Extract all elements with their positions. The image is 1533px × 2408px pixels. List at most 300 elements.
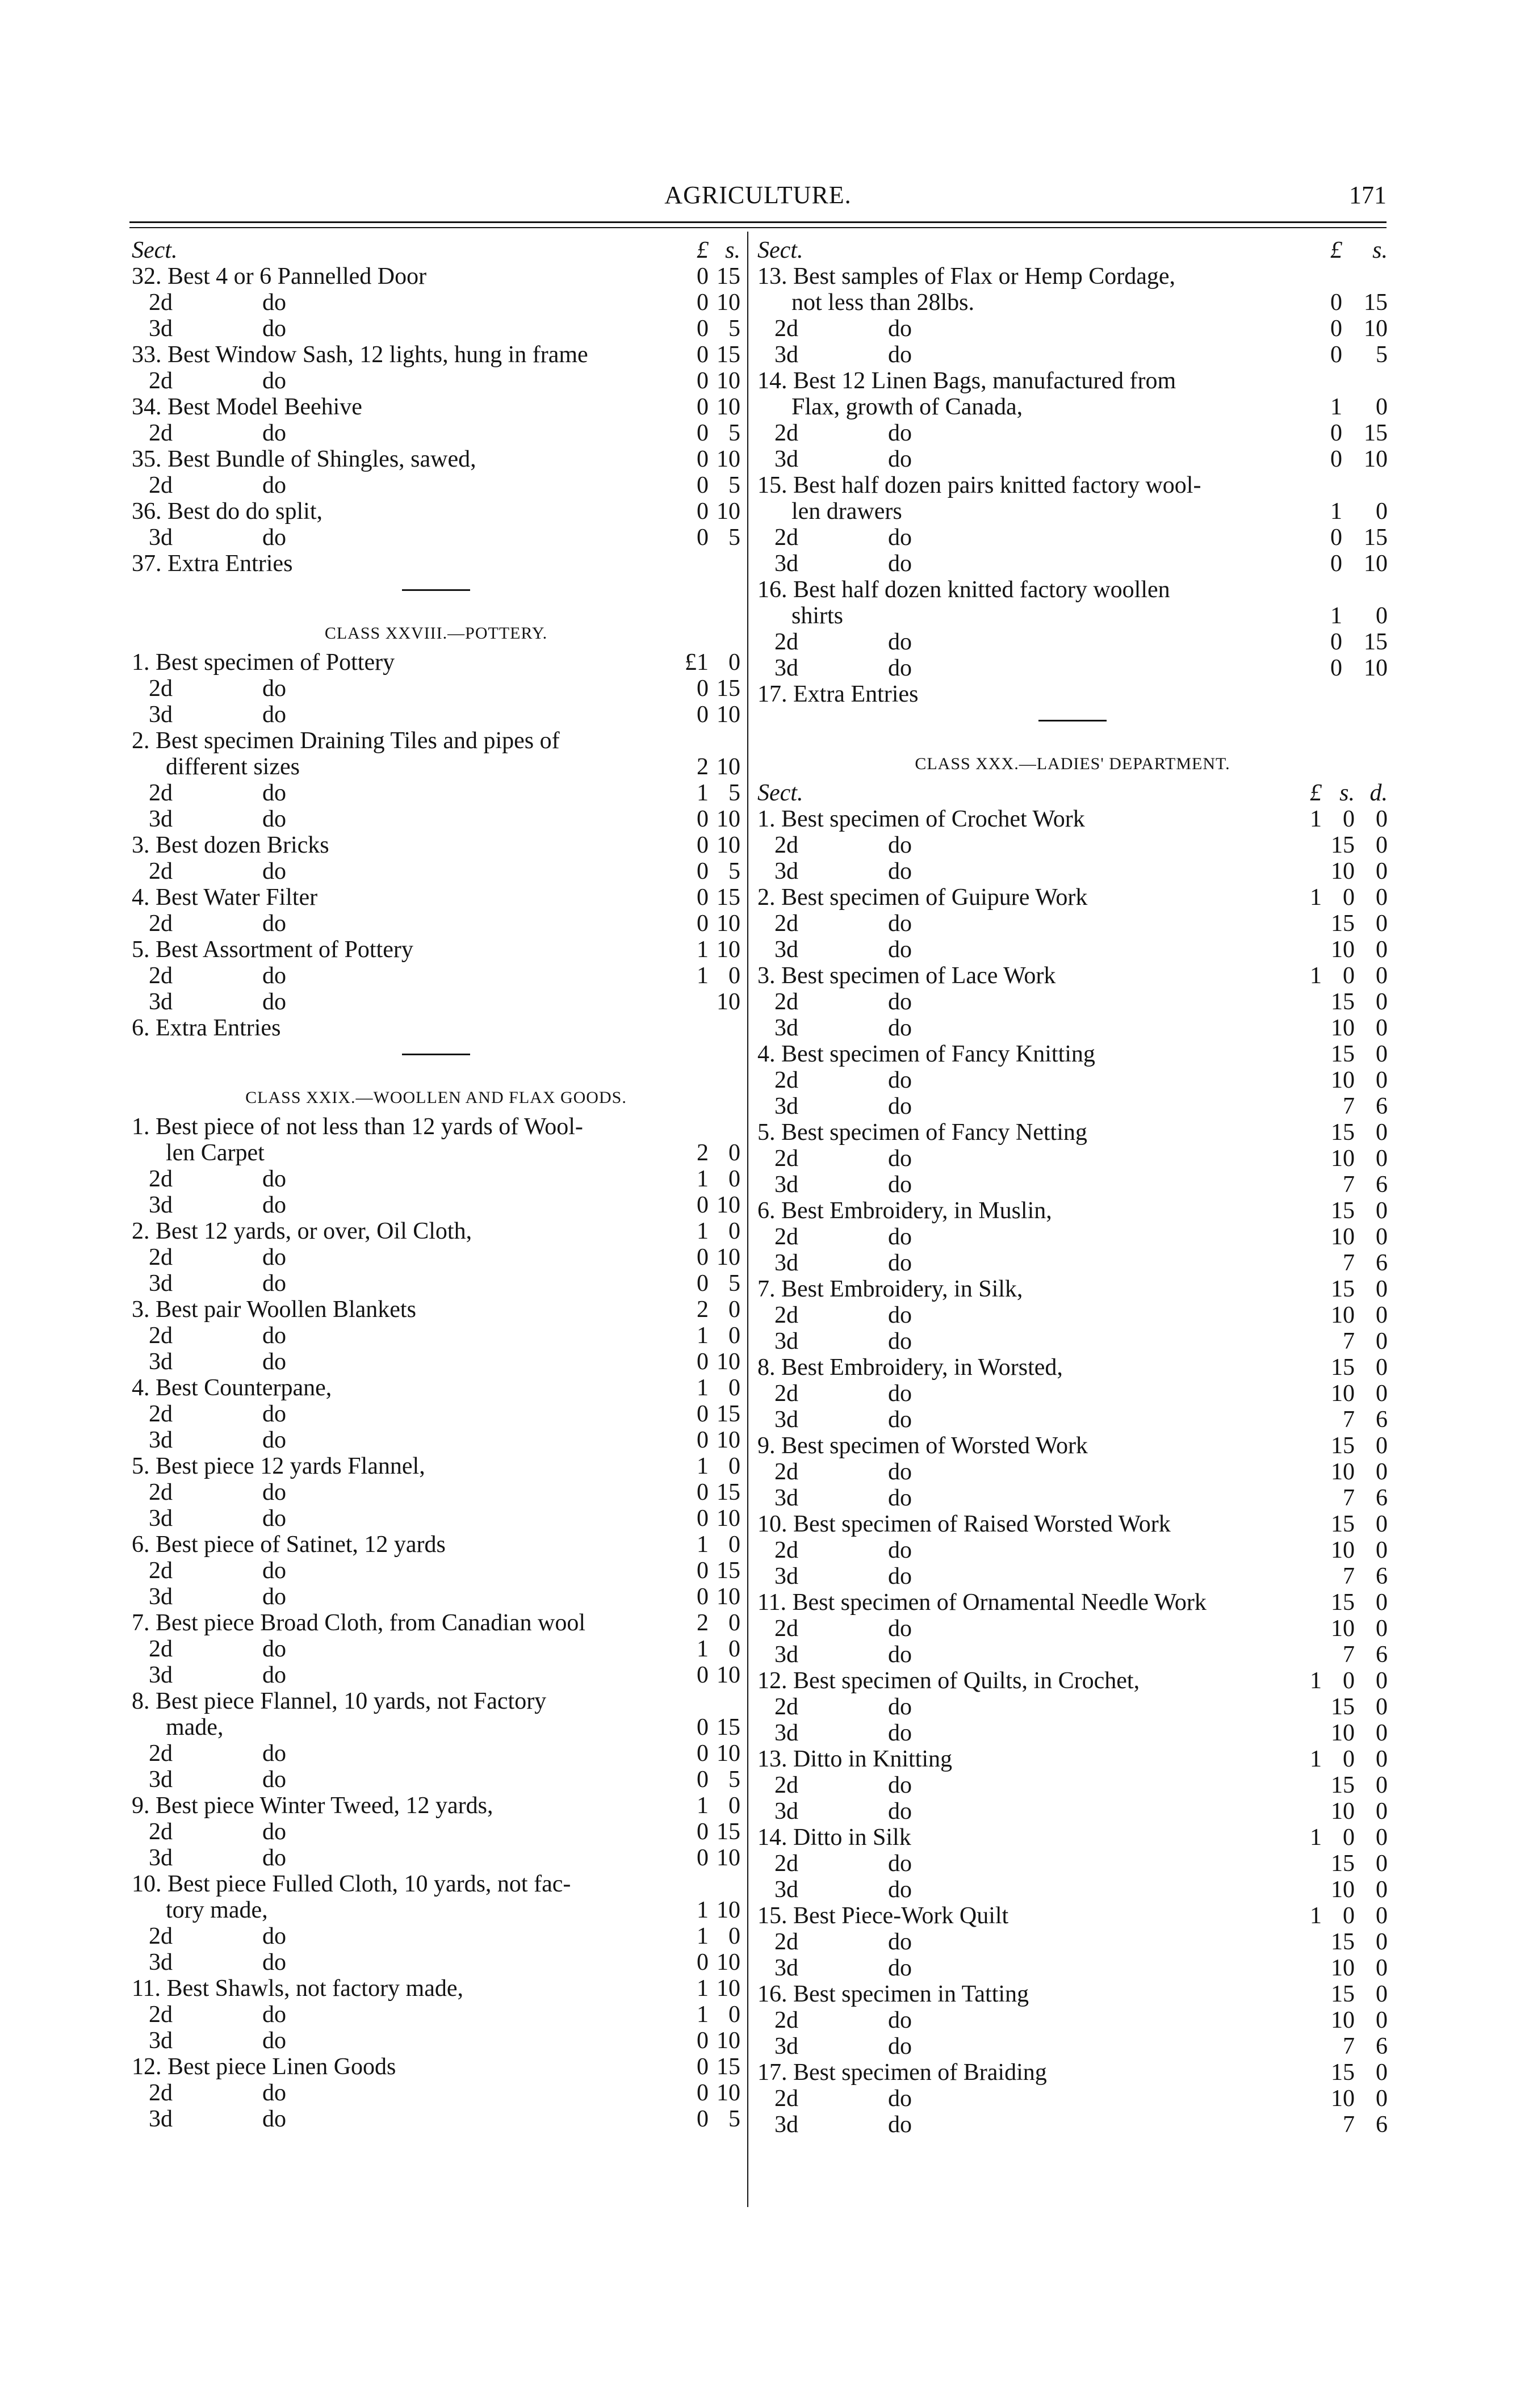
pence-value: 0 [1376, 1381, 1388, 1407]
shillings-value: 7 [1343, 1642, 1355, 1668]
pounds-value [1289, 1563, 1322, 1589]
pence-value: 0 [1376, 1668, 1388, 1694]
shillings-value: 10 [717, 911, 740, 937]
entry-text: 3d [149, 1845, 173, 1871]
entry-text: 10. Best specimen of Raised Worsted Work [757, 1511, 1171, 1537]
prize-entry [132, 832, 740, 858]
pounds-value: 0 [697, 1949, 709, 1975]
pounds-value: 0 [697, 858, 709, 884]
pounds-value: 2 [697, 1140, 709, 1166]
ditto-mark: do [888, 1381, 912, 1407]
pounds-value: 1 [697, 780, 709, 806]
pounds-value: 0 [697, 1845, 709, 1871]
prize-amount [1289, 858, 1388, 884]
entry-text: 3d [774, 446, 798, 472]
pounds-value [1289, 1381, 1322, 1407]
prize-amount [677, 1975, 740, 2002]
entry-text: 2d [149, 1323, 173, 1349]
ditto-mark: do [888, 1851, 912, 1877]
shillings-value: 15 [1331, 911, 1355, 937]
prize-entry [757, 1824, 1388, 1851]
entry-text: 2d [774, 1459, 798, 1485]
sect-label: Sect. [757, 780, 803, 806]
pounds-value: 1 [1330, 498, 1342, 525]
entry-text: 34. Best Model Beehive [132, 394, 362, 420]
ditto-mark: do [262, 1636, 286, 1662]
pounds-value [1289, 1537, 1322, 1563]
shillings-value: 15 [1331, 1929, 1355, 1955]
pounds-value: 0 [697, 2028, 709, 2054]
entry-text: 17. Extra Entries [757, 681, 919, 707]
entry-text: 3d [149, 806, 173, 832]
prize-entry [757, 963, 1388, 989]
pounds-value [1289, 2059, 1322, 2086]
prize-entry [132, 1114, 740, 1140]
entry-text: 2d [774, 316, 798, 342]
entry-text: 14. Best 12 Linen Bags, manufactured from [757, 368, 1176, 394]
ditto-mark: do [262, 316, 286, 342]
prize-amount [1297, 603, 1388, 629]
prize-subrow [132, 525, 740, 551]
currency-heads [1289, 780, 1388, 806]
pounds-value: 0 [697, 676, 709, 702]
shillings-value: 15 [1331, 1041, 1355, 1067]
ditto-mark: do [262, 1845, 286, 1871]
shillings-value: 7 [1343, 1093, 1355, 1119]
prize-entry [132, 263, 740, 290]
pounds-value: 0 [697, 290, 709, 316]
prize-amount [1297, 629, 1388, 655]
prize-subrow [132, 676, 740, 702]
entry-text: 8. Best Embroidery, in Worsted, [757, 1354, 1063, 1381]
prize-subrow [132, 1479, 740, 1505]
shillings-value: 0 [728, 1218, 740, 1244]
shillings-value: 15 [717, 263, 740, 290]
entry-text: 5. Best piece 12 yards Flannel, [132, 1453, 425, 1479]
shillings-value: 10 [1331, 2086, 1355, 2112]
pounds-value [1289, 1694, 1322, 1720]
prize-subrow [757, 2086, 1388, 2112]
pounds-value: 1 [697, 1453, 709, 1479]
entry-text: made, [166, 1714, 224, 1740]
pounds-value: 0 [697, 911, 709, 937]
entry-text: 16. Best specimen in Tatting [757, 1981, 1029, 2007]
pounds-value [1289, 1642, 1322, 1668]
entry-text: 2d [774, 2007, 798, 2033]
prize-subrow [132, 1166, 740, 1192]
pounds-value: 0 [697, 1270, 709, 1297]
pounds-value: 1 [697, 1375, 709, 1401]
pounds-value [1289, 1015, 1322, 1041]
prize-amount [1289, 2059, 1388, 2086]
entry-text: 3d [149, 525, 173, 551]
prize-amount [677, 2054, 740, 2080]
pounds-value [1289, 1772, 1322, 1798]
pounds-value [1289, 1616, 1322, 1642]
pounds-value: 0 [697, 394, 709, 420]
class-heading-woollen-flax: CLASS XXIX.—WOOLLEN AND FLAX GOODS. [245, 1088, 627, 1107]
prize-amount [1289, 2007, 1388, 2033]
prize-amount [677, 1532, 740, 1558]
entry-text: 13. Ditto in Knitting [757, 1746, 953, 1772]
prize-subrow [132, 1662, 740, 1688]
shillings-value: 10 [1331, 1224, 1355, 1250]
prize-subrow [132, 1401, 740, 1427]
entry-text: 14. Ditto in Silk [757, 1824, 911, 1851]
prize-amount [1289, 1955, 1388, 1981]
pounds-value [1289, 832, 1322, 858]
ditto-mark: do [262, 1349, 286, 1375]
entry-text: 2d [774, 911, 798, 937]
pence-value: 0 [1376, 963, 1388, 989]
ditto-mark: do [262, 1767, 286, 1793]
pounds-value: 2 [697, 1297, 709, 1323]
prize-amount [677, 780, 740, 806]
ditto-mark: do [888, 1798, 912, 1824]
prize-amount [677, 1323, 740, 1349]
entry-text: 7. Best Embroidery, in Silk, [757, 1276, 1023, 1302]
shillings-value: 10 [717, 446, 740, 472]
entry-text: 3d [149, 1949, 173, 1975]
prize-amount [677, 2080, 740, 2106]
prize-amount [677, 1793, 740, 1819]
prize-entry [757, 2059, 1388, 2086]
pounds-value [1289, 1354, 1322, 1381]
shillings-value: 15 [1331, 1433, 1355, 1459]
entry-text: 3d [149, 1270, 173, 1297]
shillings-value: 10 [717, 1427, 740, 1453]
pounds-value: 0 [697, 1505, 709, 1532]
entry-text: 2d [774, 2086, 798, 2112]
ditto-mark: do [888, 1146, 912, 1172]
currency-heads [1297, 237, 1388, 263]
prize-amount [1289, 1302, 1388, 1328]
shillings-value: 5 [1376, 342, 1388, 368]
prize-amount [677, 649, 740, 676]
prize-subrow [132, 2002, 740, 2028]
shillings-value: 0 [728, 1532, 740, 1558]
pounds-value [1289, 2033, 1322, 2059]
pence-value: 0 [1376, 911, 1388, 937]
pounds-value: 1 [1310, 963, 1322, 989]
pounds-value [1289, 1798, 1322, 1824]
prize-entry [132, 1532, 740, 1558]
prize-subrow [132, 1192, 740, 1218]
ditto-mark: do [262, 368, 286, 394]
class-heading-ladies-department: CLASS XXX.—LADIES' DEPARTMENT. [915, 754, 1230, 773]
entry-text: 2d [774, 989, 798, 1015]
shillings-value: 5 [728, 316, 740, 342]
shillings-value: 0 [728, 1323, 740, 1349]
pence-value: 0 [1376, 937, 1388, 963]
pounds-value [1289, 1198, 1322, 1224]
ditto-mark: do [888, 2086, 912, 2112]
shillings-value: 10 [717, 1740, 740, 1767]
shillings-value: 0 [728, 1636, 740, 1662]
ditto-mark: do [888, 1224, 912, 1250]
ditto-mark: do [262, 2080, 286, 2106]
prize-amount [677, 1218, 740, 1244]
shillings-value: 0 [1376, 498, 1388, 525]
ditto-mark: do [262, 1192, 286, 1218]
entry-text: 1. Best piece of not less than 12 yards of Wool- [132, 1114, 583, 1140]
prize-subrow [132, 1323, 740, 1349]
entry-text: 2. Best specimen Draining Tiles and pipes of [132, 728, 560, 754]
pence-value: 0 [1376, 832, 1388, 858]
ditto-mark: do [262, 806, 286, 832]
pounds-value: 0 [697, 884, 709, 911]
ditto-mark: do [888, 2033, 912, 2059]
entry-text: 3d [774, 1877, 798, 1903]
pence-value: 0 [1376, 1015, 1388, 1041]
prize-amount [677, 1140, 740, 1166]
prize-subrow [757, 316, 1388, 342]
prize-amount [677, 754, 740, 780]
shillings-value: 5 [728, 1767, 740, 1793]
pounds-value [1289, 937, 1322, 963]
prize-subrow [757, 342, 1388, 368]
shillings-value: 15 [1364, 525, 1388, 551]
entry-text: 2d [149, 1819, 173, 1845]
shillings-value: 10 [717, 1244, 740, 1270]
entry-text: 2d [149, 858, 173, 884]
prize-amount [1289, 1224, 1388, 1250]
prize-subrow [757, 1720, 1388, 1746]
prize-subrow [757, 1694, 1388, 1720]
prize-amount [1289, 1589, 1388, 1616]
shillings-value: 15 [1331, 1851, 1355, 1877]
pounds-value: 0 [697, 2080, 709, 2106]
prize-subrow [757, 1328, 1388, 1354]
shillings-value: 0 [728, 2002, 740, 2028]
pence-value: 0 [1376, 2086, 1388, 2112]
pounds-value: 0 [1330, 420, 1342, 446]
prize-entry [132, 394, 740, 420]
entry-text: 8. Best piece Flannel, 10 yards, not Factory [132, 1688, 547, 1714]
prize-subrow [757, 1616, 1388, 1642]
prize-amount [677, 316, 740, 342]
entry-text: 2. Best specimen of Guipure Work [757, 884, 1088, 911]
prize-amount [677, 858, 740, 884]
entry-text: 2d [149, 1479, 173, 1505]
prize-amount [677, 1349, 740, 1375]
entry-text: not less than 28lbs. [791, 290, 974, 316]
prize-subrow [757, 1955, 1388, 1981]
prize-amount [677, 2002, 740, 2028]
entry-text: 3d [149, 1349, 173, 1375]
pounds-value [1289, 1093, 1322, 1119]
shillings-value: 10 [717, 2080, 740, 2106]
shillings-value: 15 [1331, 832, 1355, 858]
entry-text: 2d [774, 1067, 798, 1093]
ditto-mark: do [888, 989, 912, 1015]
pounds-value: 2 [697, 754, 709, 780]
ditto-mark: do [262, 1949, 286, 1975]
entry-text: 5. Best Assortment of Pottery [132, 937, 413, 963]
prize-subrow [757, 1250, 1388, 1276]
entry-text: 3. Best specimen of Lace Work [757, 963, 1056, 989]
pence-value: 0 [1376, 2007, 1388, 2033]
prize-amount [1289, 1824, 1388, 1851]
entry-text: 6. Best Embroidery, in Muslin, [757, 1198, 1052, 1224]
prize-amount [677, 989, 740, 1015]
ditto-mark: do [262, 963, 286, 989]
shillings-value: 10 [1364, 655, 1388, 681]
ditto-mark: do [262, 858, 286, 884]
entry-text: Flax, growth of Canada, [791, 394, 1023, 420]
prize-subrow [132, 1505, 740, 1532]
ditto-mark: do [262, 1923, 286, 1949]
pence-value: 0 [1376, 2059, 1388, 2086]
ditto-mark: do [888, 1459, 912, 1485]
shillings-value: 10 [717, 1584, 740, 1610]
shillings-value: 10 [717, 290, 740, 316]
entry-text: 3d [774, 1955, 798, 1981]
shillings-value: 15 [1364, 290, 1388, 316]
entry-text: 3d [774, 1642, 798, 1668]
entry-text: 3d [149, 1192, 173, 1218]
prize-subrow [757, 2033, 1388, 2059]
ditto-mark: do [262, 780, 286, 806]
prize-amount [1289, 1798, 1388, 1824]
pounds-value: 0 [697, 525, 709, 551]
entry-text: 2d [774, 832, 798, 858]
prize-amount [677, 937, 740, 963]
pence-value: 0 [1376, 1537, 1388, 1563]
prize-amount [677, 1819, 740, 1845]
pounds-value: 0 [697, 498, 709, 525]
pence-value: 0 [1376, 1224, 1388, 1250]
right-column [757, 237, 1388, 2138]
prize-amount [1289, 1642, 1388, 1668]
prize-amount [677, 1453, 740, 1479]
pence-value: 0 [1376, 1511, 1388, 1537]
pounds-value: 0 [1330, 342, 1342, 368]
prize-amount [1297, 525, 1388, 551]
entry-continuation [132, 754, 740, 780]
shillings-value: 0 [728, 649, 740, 676]
entry-text: 3d [149, 1427, 173, 1453]
entry-text: 5. Best specimen of Fancy Netting [757, 1119, 1087, 1146]
left-column [132, 237, 740, 2132]
pounds-value: 0 [697, 1479, 709, 1505]
entry-text: different sizes [166, 754, 300, 780]
prize-entry [757, 263, 1388, 290]
pounds-value: 1 [697, 937, 709, 963]
ditto-mark: do [262, 911, 286, 937]
entries-ladies-department [757, 806, 1388, 2138]
prize-entry [757, 1041, 1388, 1067]
prize-subrow [132, 1636, 740, 1662]
pounds-value: 0 [697, 1714, 709, 1740]
pence-value: 6 [1376, 1642, 1388, 1668]
prize-amount [1289, 1041, 1388, 1067]
pounds-value [1289, 2007, 1322, 2033]
entry-text: 3d [149, 989, 173, 1015]
prize-subrow [132, 1767, 740, 1793]
shillings-value: 10 [1331, 1381, 1355, 1407]
pounds-value [1289, 1041, 1322, 1067]
shillings-value: 10 [1331, 1146, 1355, 1172]
entry-text: 3d [774, 1798, 798, 1824]
prize-amount [1289, 884, 1388, 911]
entry-text: 13. Best samples of Flax or Hemp Cordage, [757, 263, 1176, 290]
prize-entry [757, 1354, 1388, 1381]
entry-text: 15. Best half dozen pairs knitted factory wool- [757, 472, 1201, 498]
pence-value: 0 [1376, 1276, 1388, 1302]
entry-text: 2d [774, 1694, 798, 1720]
pounds-value: 1 [697, 1923, 709, 1949]
ditto-mark: do [262, 1505, 286, 1532]
prize-amount [1289, 1537, 1388, 1563]
entry-continuation [757, 394, 1388, 420]
pounds-value [1289, 1067, 1322, 1093]
entry-continuation [757, 290, 1388, 316]
entry-text: 3d [774, 858, 798, 884]
ditto-mark: do [262, 1166, 286, 1192]
prize-subrow [757, 1302, 1388, 1328]
prize-subrow [132, 780, 740, 806]
pence-value: 0 [1376, 1198, 1388, 1224]
prize-amount [1297, 498, 1388, 525]
ditto-mark: do [888, 1302, 912, 1328]
shillings-value: 0 [1343, 1668, 1355, 1694]
shillings-value: 10 [1331, 1616, 1355, 1642]
entry-text: 2d [149, 1740, 173, 1767]
shillings-value: 15 [1331, 1589, 1355, 1616]
shillings-value: 15 [1331, 1694, 1355, 1720]
pence-value: 0 [1376, 989, 1388, 1015]
ditto-mark: do [888, 832, 912, 858]
pence-value: 0 [1376, 1328, 1388, 1354]
prize-amount [1289, 1668, 1388, 1694]
pounds-value: 0 [1330, 290, 1342, 316]
entry-text: 3d [149, 702, 173, 728]
pounds-value [1289, 1328, 1322, 1354]
pence-value: 0 [1376, 1694, 1388, 1720]
shillings-value: 7 [1343, 1485, 1355, 1511]
ditto-mark: do [888, 1929, 912, 1955]
entry-text: 2d [774, 1381, 798, 1407]
entry-continuation [132, 1897, 740, 1923]
ditto-mark: do [262, 2028, 286, 2054]
shillings-value: 0 [1343, 1746, 1355, 1772]
entry-text: 3d [774, 937, 798, 963]
entry-text: len drawers [791, 498, 902, 525]
shillings-value: 0 [1343, 963, 1355, 989]
prize-amount [1289, 1877, 1388, 1903]
entry-text: 4. Best specimen of Fancy Knitting [757, 1041, 1095, 1067]
prize-subrow [132, 858, 740, 884]
pounds-value [1289, 2086, 1322, 2112]
prize-subrow [132, 989, 740, 1015]
entry-text: shirts [791, 603, 844, 629]
prize-subrow [757, 1798, 1388, 1824]
prize-amount [677, 1558, 740, 1584]
shillings-value: 10 [1364, 316, 1388, 342]
entry-text: 3d [774, 2033, 798, 2059]
pounds-value: 0 [697, 1558, 709, 1584]
shillings-value: 15 [717, 676, 740, 702]
pounds-value: 1 [697, 1218, 709, 1244]
pence-value: 0 [1376, 806, 1388, 832]
pounds-value: 0 [697, 1401, 709, 1427]
prize-amount [1289, 2033, 1388, 2059]
pence-value: 0 [1376, 1302, 1388, 1328]
shillings-value: 0 [728, 1453, 740, 1479]
shillings-value: 10 [717, 1949, 740, 1975]
entry-text: 3d [774, 1093, 798, 1119]
